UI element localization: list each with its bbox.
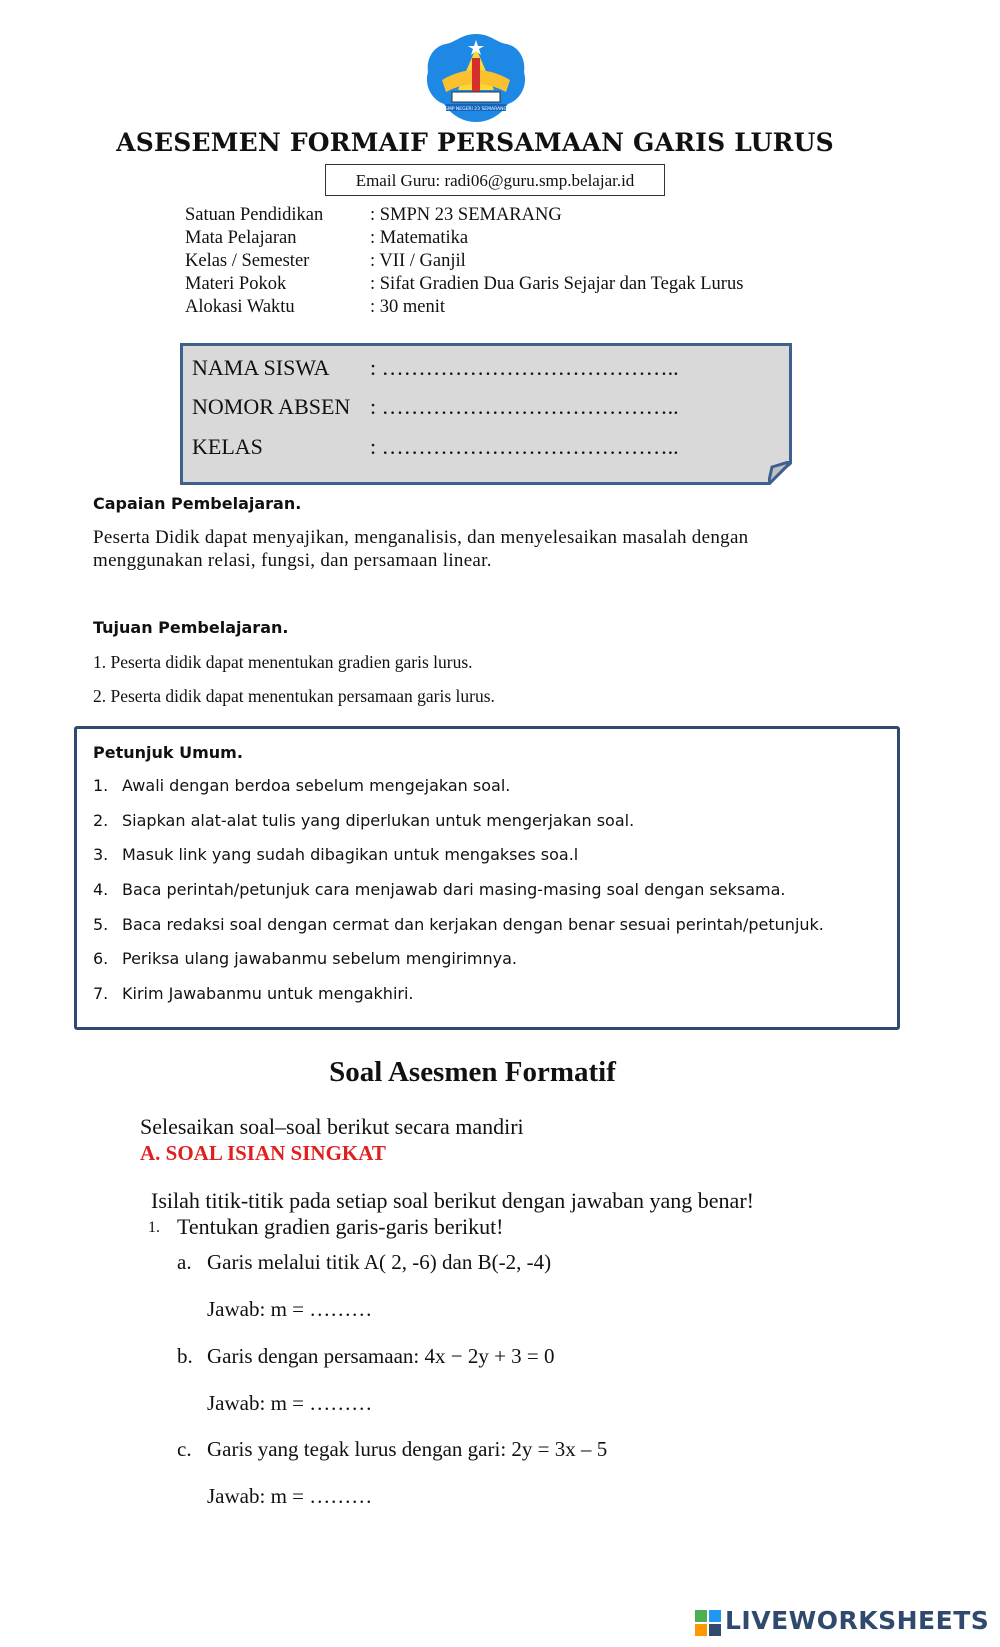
student-class-blank: : …………………………………..	[370, 434, 679, 459]
section-heading: A. SOAL ISIAN SINGKAT	[140, 1141, 386, 1165]
student-class-field[interactable]	[192, 434, 679, 460]
student-number-blank: : …………………………………..	[370, 394, 679, 419]
question-text: Tentukan gradien garis-garis berikut!	[177, 1214, 504, 1239]
item-text: Siapkan alat-alat tulis yang diperlukan untuk mengerjakan soal.	[122, 811, 635, 830]
student-name-label: NAMA SISWA	[192, 355, 330, 380]
info-value: : 30 menit	[370, 297, 446, 317]
item-text: Masuk link yang sudah dibagikan untuk mengakses soa.l	[122, 845, 579, 864]
tujuan-item: 2. Peserta didik dapat menentukan persamaan garis lurus.	[93, 686, 495, 706]
item-number: 2.	[93, 811, 109, 830]
item-number: 7.	[93, 984, 109, 1003]
info-label: Alokasi Waktu	[185, 297, 295, 317]
part-letter: b.	[177, 1344, 193, 1368]
petunjuk-heading: Petunjuk Umum.	[93, 743, 243, 762]
item-text: Kirim Jawabanmu untuk mengakhiri.	[122, 984, 414, 1003]
soal-title: Soal Asesmen Formatif	[329, 1056, 616, 1088]
info-label: Mata Pelajaran	[185, 228, 297, 248]
info-label: Kelas / Semester	[185, 251, 310, 271]
document-title: ASESEMEN FORMAIF PERSAMAAN GARIS LURUS	[116, 128, 834, 157]
soal-instruction: Isilah titik-titik pada setiap soal berikut dengan jawaban yang benar!	[151, 1188, 754, 1213]
question-number: 1.	[148, 1219, 160, 1236]
info-value: : VII / Ganjil	[370, 251, 466, 271]
info-value: : Sifat Gradien Dua Garis Sejajar dan Tegak Lurus	[370, 274, 744, 294]
teacher-email-box: Email Guru: radi06@guru.smp.belajar.id	[325, 164, 665, 196]
part-letter: a.	[177, 1250, 192, 1274]
item-number: 1.	[93, 776, 109, 795]
answer-field[interactable]: Jawab: m = ………	[207, 1391, 373, 1415]
part-text: Garis dengan persamaan: 4x − 2y + 3 = 0	[207, 1344, 555, 1368]
student-name-field[interactable]	[192, 355, 679, 381]
student-name-blank: : …………………………………..	[370, 355, 679, 380]
capaian-heading: Capaian Pembelajaran.	[93, 494, 302, 513]
item-number: 3.	[93, 845, 109, 864]
item-number: 5.	[93, 915, 109, 934]
info-value: : SMPN 23 SEMARANG	[370, 205, 562, 225]
tujuan-item: 1. Peserta didik dapat menentukan gradien garis lurus.	[93, 652, 473, 672]
school-logo	[422, 30, 530, 130]
part-text: Garis yang tegak lurus dengan gari: 2y = 3x – 5	[207, 1437, 608, 1461]
info-label: Satuan Pendidikan	[185, 205, 324, 225]
watermark-text: LIVEWORKSHEETS	[725, 1606, 990, 1635]
answer-field[interactable]: Jawab: m = ………	[207, 1297, 373, 1321]
student-number-label: NOMOR ABSEN	[192, 394, 351, 419]
part-letter: c.	[177, 1437, 192, 1461]
item-text: Baca perintah/petunjuk cara menjawab dari masing-masing soal dengan seksama.	[122, 880, 786, 899]
logo-text: SMP NEGERI 23 SEMARANG	[444, 107, 508, 112]
item-text: Baca redaksi soal dengan cermat dan kerjakan dengan benar sesuai perintah/petunjuk.	[122, 915, 824, 934]
info-value: : Matematika	[370, 228, 469, 248]
student-number-field[interactable]	[192, 394, 679, 420]
capaian-line-2: menggunakan relasi, fungsi, dan persamaan linear.	[93, 550, 492, 571]
student-class-label: KELAS	[192, 434, 263, 459]
page-fold-corner	[768, 461, 792, 485]
capaian-line-1: Peserta Didik dapat menyajikan, menganalisis, dan menyelesaikan masalah dengan	[93, 527, 749, 548]
tujuan-heading: Tujuan Pembelajaran.	[93, 618, 289, 637]
liveworksheets-logo-icon	[695, 1610, 721, 1636]
answer-field[interactable]: Jawab: m = ………	[207, 1484, 373, 1508]
item-text: Periksa ulang jawabanmu sebelum mengirimnya.	[122, 949, 517, 968]
item-number: 4.	[93, 880, 109, 899]
item-text: Awali dengan berdoa sebelum mengejakan soal.	[122, 776, 511, 795]
soal-intro: Selesaikan soal–soal berikut secara mandiri	[140, 1114, 524, 1139]
info-label: Materi Pokok	[185, 274, 287, 294]
item-number: 6.	[93, 949, 109, 968]
part-text: Garis melalui titik A( 2, -6) dan B(-2, -4)	[207, 1250, 552, 1274]
